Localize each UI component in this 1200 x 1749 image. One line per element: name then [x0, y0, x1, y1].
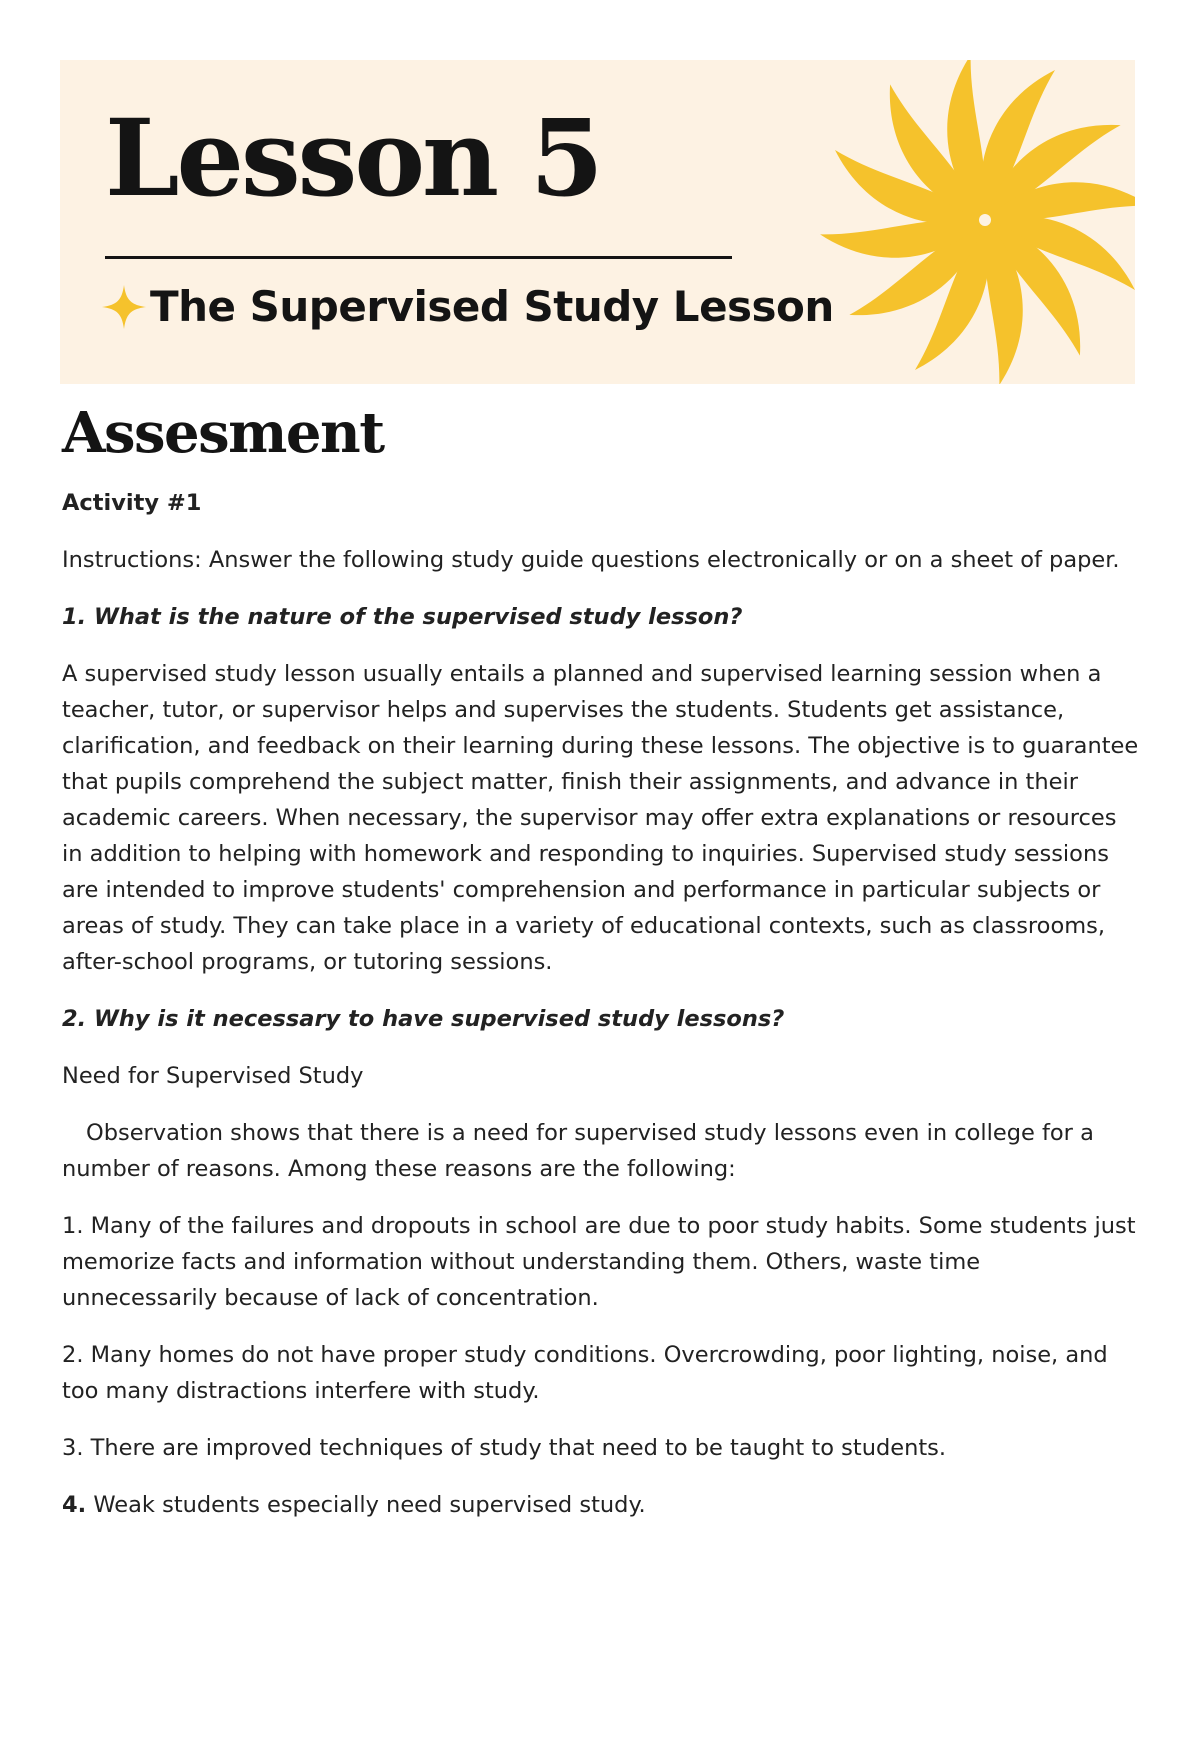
lesson-subtitle: The Supervised Study Lesson	[150, 282, 834, 331]
activity-label: Activity #1	[62, 490, 202, 517]
reason-item	[62, 1487, 1140, 1523]
question-1: 1. What is the nature of the supervised study lesson?	[62, 604, 743, 631]
reason-item: 1. Many of the failures and dropouts in school are due to poor study habits. Some students just memorize facts and information without understanding them. Others, waste time unnecessarily because of lack of concentration.	[62, 1213, 1136, 1312]
sparkle-icon	[100, 283, 148, 331]
lesson-subtitle-row	[100, 282, 834, 331]
section-title: Assesment	[62, 400, 384, 466]
reason-text: Weak students especially need supervised study.	[86, 1492, 646, 1519]
question-2: 2. Why is it necessary to have supervised study lessons?	[62, 1006, 785, 1033]
reason-number: 4.	[62, 1492, 87, 1519]
observation-paragraph: Observation shows that there is a need for supervised study lessons even in college for a number of reasons. Among these reasons are the following:	[62, 1120, 1094, 1183]
lesson-title: Lesson 5	[105, 95, 601, 220]
pinwheel-graphic	[780, 60, 1135, 384]
answer-1: A supervised study lesson usually entails a planned and supervised learning session when a teacher, tutor, or supervisor helps and supervises the students. Students get assistance, clarification, and feedback on their learning during these lessons. The objective is to guarantee that pupils comprehend the subject matter, finish their assignments, and advance in their academic careers. When necessary, the supervisor may offer extra explanations or resources in addition to helping with homework and responding to inquiries. Supervised study sessions are intended to improve students' comprehension and performance in particular subjects or areas of study. They can take place in a variety of educational contexts, such as classrooms, after-school programs, or tutoring sessions.	[62, 661, 1139, 976]
instructions: Instructions: Answer the following study guide questions electronically or on a sheet of paper.	[62, 547, 1120, 574]
title-divider	[105, 256, 732, 259]
reason-item: 3. There are improved techniques of study that need to be taught to students.	[62, 1435, 947, 1462]
assessment-content	[62, 400, 1140, 1523]
lesson-banner	[60, 60, 1135, 384]
reason-item: 2. Many homes do not have proper study conditions. Overcrowding, poor lighting, noise, and too many distractions interfere with study.	[62, 1342, 1108, 1405]
need-heading: Need for Supervised Study	[62, 1063, 364, 1090]
